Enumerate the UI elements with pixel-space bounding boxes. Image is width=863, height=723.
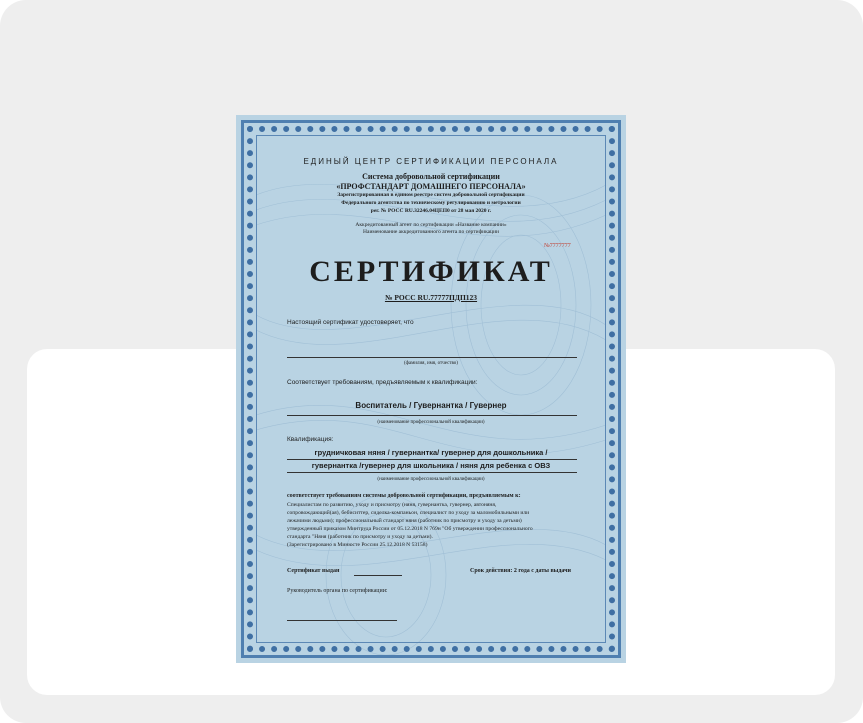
validity-text: Срок действия: 2 года с даты выдачи [470,568,572,574]
system-line: Система добровольной сертификации [362,172,500,181]
qualification-line-1: грудничковая няня / гувернантка/ гувернер для дошкольника / [314,448,548,457]
certificate-document [236,115,626,663]
profession-value: Воспитатель / Гувернантка / Гувернер [355,401,507,410]
certificate-number: № РОСС RU.77777ПДП123 [384,293,478,302]
serial-number: №7777777 [544,243,571,249]
agent-line: Аккредитованный агент по сертификации «Название компании» [355,222,507,228]
issued-line [354,575,402,576]
complies-text: Соответствует требованиям, предъявляемым к квалификации: [287,379,478,386]
requirements-line: Специалистам по развитию, уходу и присмотру (няня, гувернантка, гувернер, автоняня, [287,502,497,508]
center-name: ЕДИНЫЙ ЦЕНТР СЕРТИФИКАЦИИ ПЕРСОНАЛА [303,157,559,166]
registry-line-1: Зарегистрированная в едином реестре систем добровольной сертификации [337,192,525,198]
issued-label: Сертификат выдан [287,568,340,574]
certificate-title: СЕРТИФИКАТ [309,255,553,288]
qualification-label: Квалификация: [287,436,334,443]
head-label: Руководитель органа по сертификации: [287,588,388,594]
qualification-underline-2 [287,472,577,473]
profession-caption: (наименование профессиональной квалификации) [377,420,485,425]
qualification-line-2: гувернантка /гувернер для школьника / няня для ребенка с ОВЗ [311,461,551,470]
profession-line [287,415,577,416]
requirements-line: утвержденный приказом Минтруда России от 05.12.2018 N 769н "Об утверждении профессионального [287,526,533,532]
requirements-line: (Зарегистрировано в Минюсте России 25.12.2018 N 53158) [287,542,428,548]
requirements-line: сопровождающий(ая), бебиситтер, сиделка-компаньон, специалист по уходу за маломобильными или [287,510,530,516]
agent-caption: Наименование аккредитованного агента по сертификации [363,229,499,235]
certifies-text: Настоящий сертификат удостоверяет, что [287,319,414,326]
name-line [287,357,577,358]
qualification-underline-1 [287,459,577,460]
requirements-line: лежачими людьми); профессиональный стандарт няня (работник по присмотру и уходу за детьми) [287,518,522,524]
requirements-line: стандарта "Няня (работник по присмотру и уходу за детьми). [287,534,433,540]
qualification-caption: (наименование профессиональной квалификации) [377,477,485,482]
name-caption: (фамилия, имя, отчество) [404,361,458,366]
signature-line [287,620,397,621]
requirements-heading: соответствует требованиям системы добровольной сертификации, предъявляемым к: [287,493,521,499]
system-name: «ПРОФСТАНДАРТ ДОМАШНЕГО ПЕРСОНАЛА» [336,182,526,191]
registry-line-3: рег. № РОСС RU.32246.04ЦЕП0 от 28 мая 2020 г. [370,208,492,214]
registry-line-2: Федерального агентства по техническому регулированию и метрологии [341,200,521,206]
